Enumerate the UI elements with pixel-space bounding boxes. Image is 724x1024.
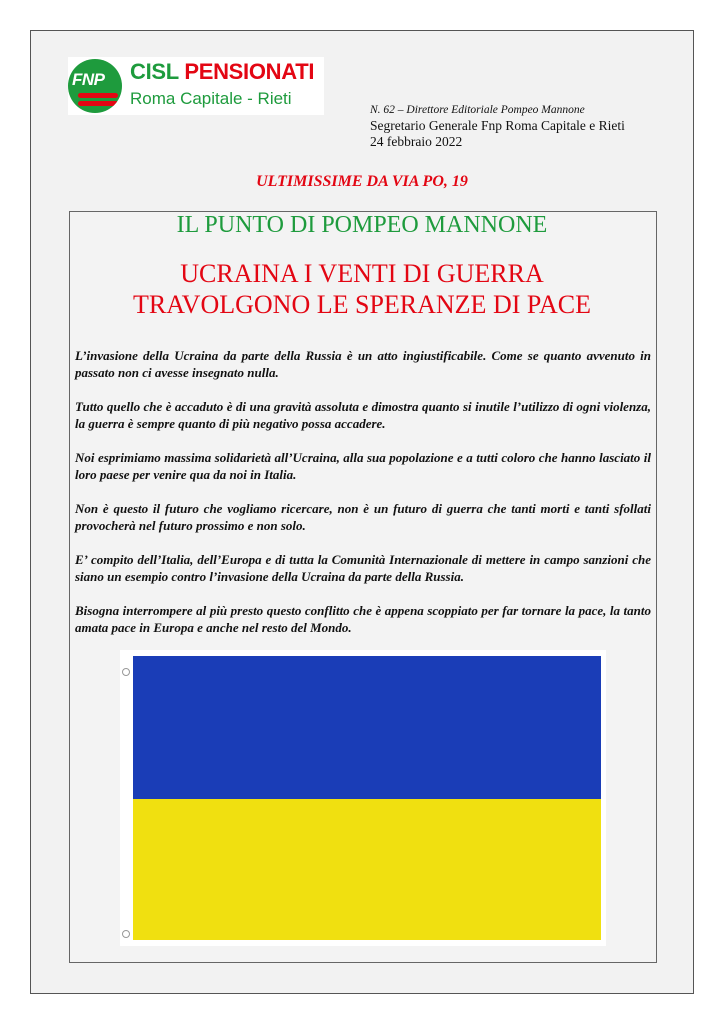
article-body (75, 347, 651, 653)
flag-grommet (122, 930, 130, 938)
fnp-logo-text: FNP (72, 70, 105, 89)
flag-grommet (122, 668, 130, 676)
column-title: IL PUNTO DI POMPEO MANNONE (176, 212, 548, 238)
paragraph: Non è questo il futuro che vogliamo ricercare, non è un futuro di guerra che tanti morti e tanti sfollati provocherà nel futuro prossimo e non solo. (75, 501, 651, 533)
fnp-logo-mark (68, 59, 122, 113)
logo-subtitle: Roma Capitale - Rieti (130, 89, 292, 108)
paragraph: L’invasione della Ucraina da parte della Russia è un atto ingiustificabile. Come se quanto avvenuto in passato non ci avesse insegnato nulla. (75, 348, 651, 380)
paragraph: Noi esprimiamo massima solidarietà all’Ucraina, alla sua popolazione e a tutti coloro che hanno lasciato il loro paese per venire qua da noi in Italia. (75, 450, 651, 482)
masthead (370, 102, 625, 150)
paragraph: Tutto quello che è accaduto è di una gravità assoluta e dimostra quanto si inutile l’utilizzo di ogni violenza, la guerra è sempre quanto di più negativo possa accadere. (75, 399, 651, 431)
headline (0, 258, 724, 320)
secretary-line: Segretario Generale Fnp Roma Capitale e Rieti (370, 118, 625, 133)
issue-line: N. 62 – Direttore Editoriale Pompeo Mannone (370, 104, 585, 116)
kicker: ULTIMISSIME DA VIA PO, 19 (256, 173, 468, 190)
headline-line-2: TRAVOLGONO LE SPERANZE DI PACE (133, 290, 591, 319)
flag-yellow-band (133, 799, 601, 940)
logo-stripe (78, 93, 118, 98)
logo-brand (130, 59, 314, 85)
logo-brand-pensionati: PENSIONATI (184, 59, 315, 84)
logo-stripe (78, 101, 118, 106)
issue-date: 24 febbraio 2022 (370, 134, 463, 149)
paragraph: Bisogna interrompere al più presto questo conflitto che è appena scoppiato per far tornare la pace, la tanto amata pace in Europa e anche nel resto del Mondo. (75, 603, 651, 635)
logo-brand-cisl: CISL (130, 59, 179, 84)
ukraine-flag-image (120, 650, 606, 946)
headline-line-1: UCRAINA I VENTI DI GUERRA (180, 259, 544, 288)
paragraph: E’ compito dell’Italia, dell’Europa e di tutta la Comunità Internazionale di mettere in campo sanzioni che siano un esempio contro l’invasione della Ucraina da parte della Russia. (75, 552, 651, 584)
cisl-fnp-logo (68, 57, 324, 115)
flag-blue-band (133, 656, 601, 799)
